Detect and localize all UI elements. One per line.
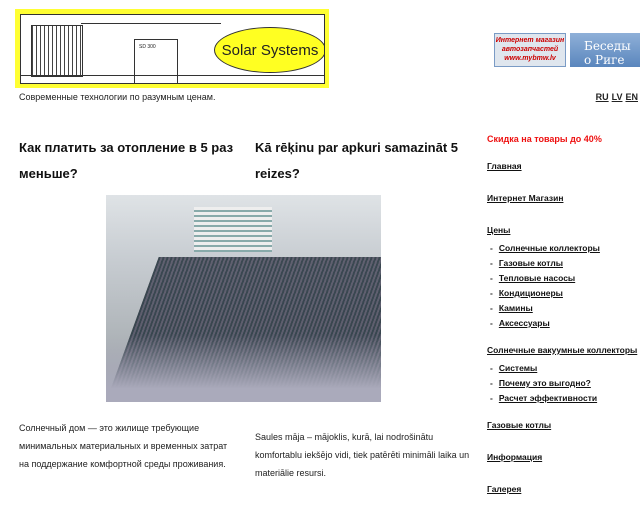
tank-label: SD 300 (139, 44, 156, 50)
menu-heat-pumps[interactable]: Тепловые насосы (498, 273, 576, 283)
menu-vacuum-collectors[interactable]: Солнечные вакуумные коллекторы (487, 345, 638, 355)
menu-information[interactable]: Информация (487, 452, 543, 462)
menu-shop[interactable]: Интернет Магазин (487, 193, 564, 203)
solar-systems-banner[interactable] (15, 9, 329, 88)
ad-mybmw[interactable]: Интернет магазин автозапчастей www.mybmw.lv (494, 33, 566, 67)
article-title-ru: Как платить за отопление в 5 раз меньше? (19, 140, 234, 181)
tagline: Современные технологии по разумным ценам. (19, 92, 216, 102)
banner-diagram (20, 14, 325, 84)
tank-drawing (134, 39, 178, 84)
solar-collectors-photo (106, 195, 381, 402)
menu-why-profitable[interactable]: Почему это выгодно? (498, 378, 591, 388)
lang-lv[interactable]: LV (611, 92, 623, 102)
menu-prices[interactable]: Цены (487, 225, 511, 235)
menu-home[interactable]: Главная (487, 161, 522, 171)
menu-gas-boilers-price[interactable]: Газовые котлы (498, 258, 563, 268)
menu-gas-boilers[interactable]: Газовые котлы (487, 420, 552, 430)
menu-air-conditioners[interactable]: Кондиционеры (498, 288, 563, 298)
lang-ru[interactable]: RU (595, 92, 609, 102)
article-text-ru: Солнечный дом — это жилище требующие минимальных материальных и временных затрат на поддержание комфортной среды проживания. (19, 423, 228, 469)
language-switcher (593, 92, 638, 102)
menu-gallery[interactable]: Галерея (487, 484, 522, 494)
ad-besedy-o-rige[interactable]: Беседы о Риге (570, 33, 640, 67)
collector-drawing (31, 25, 83, 77)
lang-en[interactable]: EN (625, 92, 638, 102)
sidebar-menu: Скидка на товары до 40% Главная Интернет Магазин Цены - Солнечные коллекторы - Газовые котлы - Тепловые насосы - Кондиционеры - Камины - Аксессуары Солнечные вакуумные коллекторы - Системы - Почему это выгодно? - Расчет эффективности Газовые котлы Информация Галерея (487, 134, 640, 516)
menu-fireplaces[interactable]: Камины (498, 303, 533, 313)
menu-solar-collectors[interactable]: Солнечные коллекторы (498, 243, 600, 253)
menu-accessories[interactable]: Аксессуары (498, 318, 550, 328)
menu-efficiency-calc[interactable]: Расчет эффективности (498, 393, 598, 403)
article-text-lv: Saules māja – mājoklis, kurā, lai nodrošinātu komfortablu iekšējo vidi, tiek patērēti minimāli laika un materiālie resursi. (255, 432, 470, 478)
article-title-lv: Kā rēķinu par apkuri samazināt 5 reizes? (255, 140, 459, 181)
discount-promo: Скидка на товары до 40% (487, 134, 602, 144)
menu-systems[interactable]: Системы (498, 363, 538, 373)
banner-title: Solar Systems (214, 27, 325, 73)
